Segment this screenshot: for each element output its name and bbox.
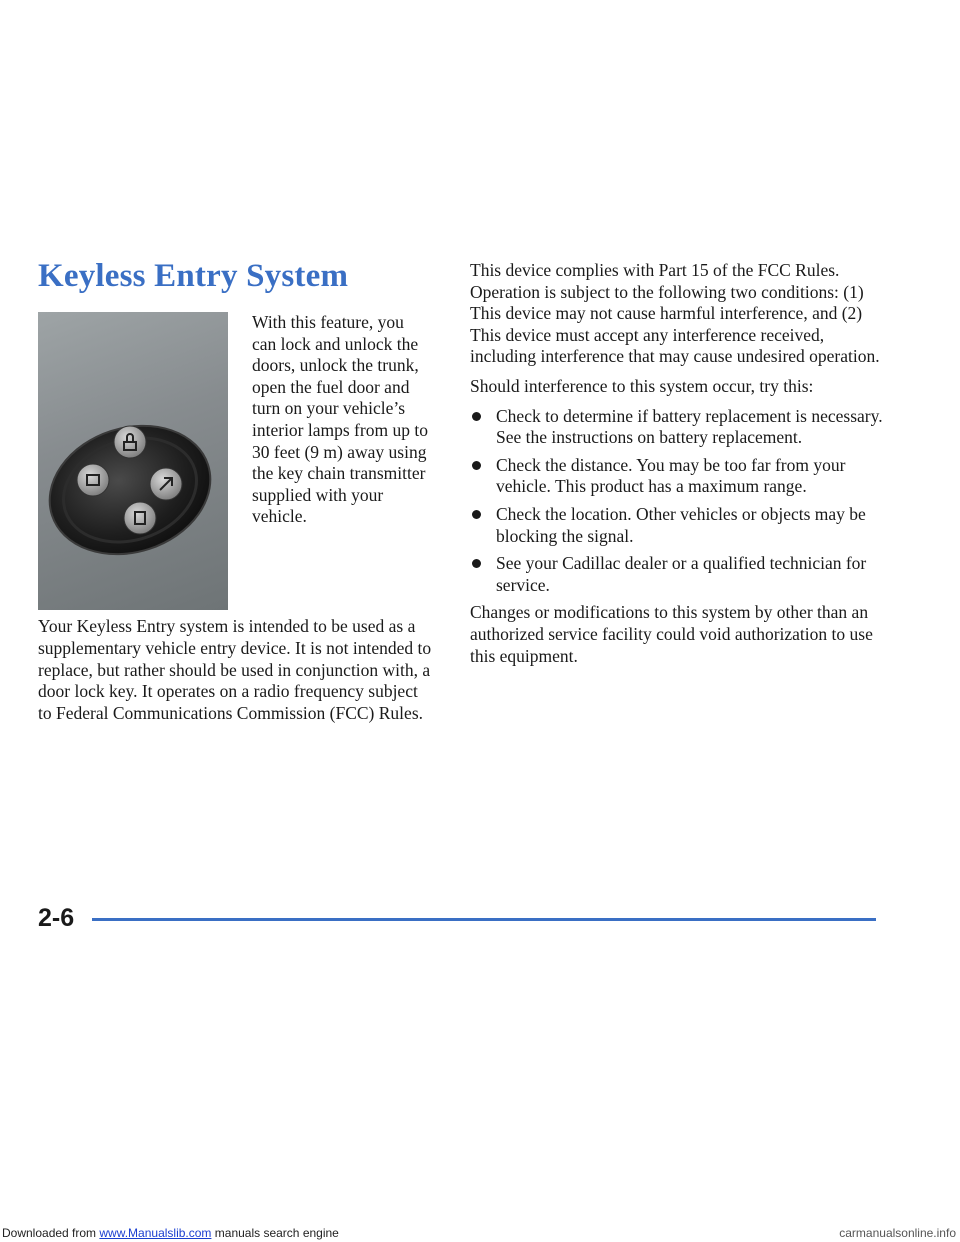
watermark: carmanualsonline.info [839, 1226, 956, 1240]
bullet-icon [472, 461, 481, 470]
key-fob-photo [38, 312, 228, 610]
bullet-icon [472, 559, 481, 568]
list-item: See your Cadillac dealer or a qualified technician for service. [470, 553, 890, 596]
list-item: Check the location. Other vehicles or objects may be blocking the signal. [470, 504, 890, 547]
download-notice: Downloaded from www.Manualslib.com manuals search engine [2, 1226, 339, 1240]
section-title: Keyless Entry System [38, 258, 349, 294]
page-number: 2-6 [38, 904, 75, 932]
interference-intro: Should interference to this system occur, try this: [470, 375, 814, 396]
list-item: Check the distance. You may be too far from your vehicle. This product has a maximum range. [470, 455, 890, 498]
system-description: Your Keyless Entry system is intended to be used as a supplementary vehicle entry device. It is not intended to replace, but rather should be used in conjunction with, a door lock key. It operates on a radio frequency subject to Federal Communications Commission (FCC) Rules. [38, 616, 432, 724]
bullet-icon [472, 510, 481, 519]
list-item: Check to determine if battery replacement is necessary. See the instructions on battery replacement. [470, 406, 890, 449]
manualslib-link[interactable]: www.Manualslib.com [99, 1226, 212, 1240]
footer-rule [92, 918, 876, 921]
changes-notice: Changes or modifications to this system by other than an authorized service facility could void authorization to use this equipment. [470, 602, 873, 666]
intro-text: With this feature, you can lock and unlock the doors, unlock the trunk, open the fuel door and turn on your vehicle’s interior lamps from up to 30 feet (9 m) away using the key chain transmitter supplied with your vehicle. [252, 312, 428, 527]
bullet-icon [472, 412, 481, 421]
right-column [470, 260, 890, 675]
key-fob-illustration [38, 312, 228, 610]
troubleshooting-list [470, 406, 890, 597]
fcc-notice: This device complies with Part 15 of the FCC Rules. Operation is subject to the following two conditions: (1) This device may not cause harmful interference, and (2) This device must accept any interference received, including interference that may cause undesired operation. [470, 260, 880, 367]
